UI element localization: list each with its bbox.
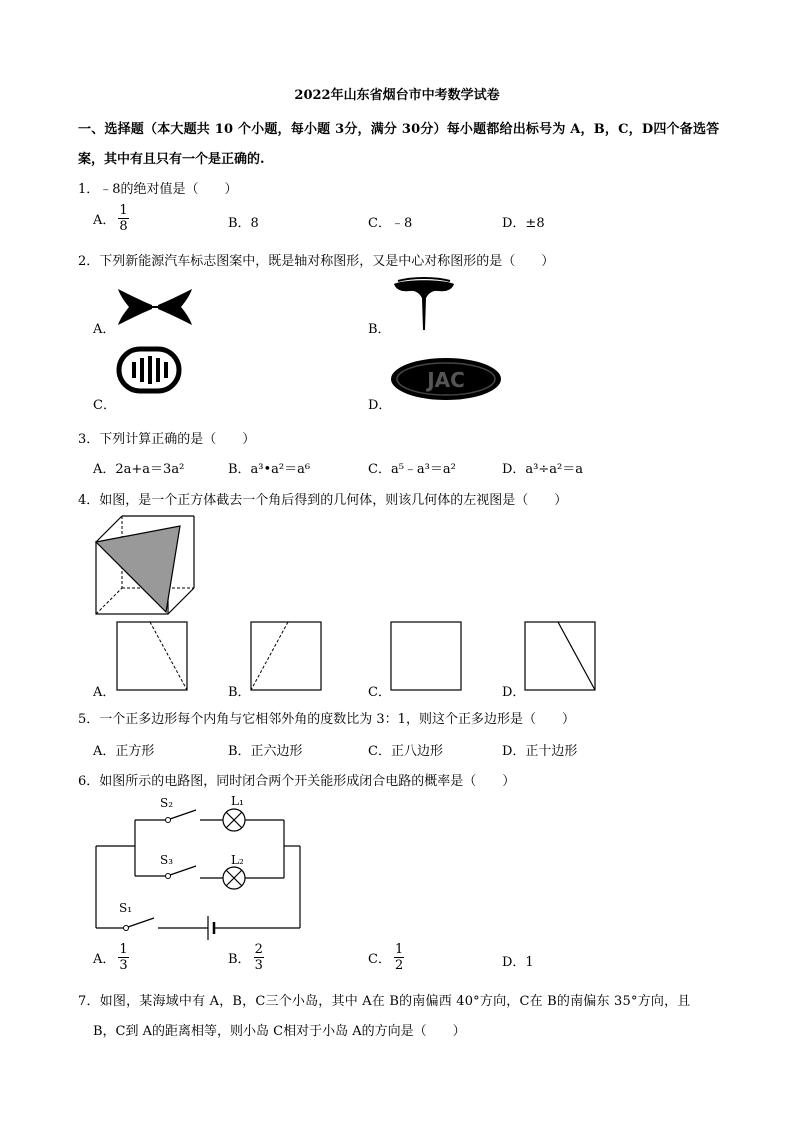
q6-a-denominator: 3 [119, 958, 128, 973]
q1-stem: 1．﹣8的绝对值是（ ） [78, 182, 238, 197]
q1-option-b: B．8 [228, 216, 259, 231]
q6-option-c-fraction [394, 943, 404, 972]
logo-d-jac-oval-icon [389, 356, 503, 402]
q6-b-numerator: 2 [254, 942, 263, 957]
page-title: 2022年山东省烟台市中考数学试卷 [294, 88, 500, 103]
q1-option-a-fraction [118, 204, 128, 233]
q4-option-a: A． [93, 685, 116, 700]
q4-option-a-view [116, 621, 188, 691]
q6-a-numerator: 1 [119, 942, 128, 957]
q6-option-d: D．1 [502, 955, 534, 970]
q1-option-a-label: A． [93, 213, 116, 228]
q4-option-b: B． [228, 685, 251, 700]
label-s2: S₂ [160, 796, 174, 810]
q6-option-c-label: C． [368, 952, 391, 967]
q6-option-a-label: A． [93, 952, 116, 967]
q6-option-b [228, 943, 264, 972]
logo-d-text: JAC [427, 368, 465, 392]
q4-option-d-view [524, 621, 596, 691]
q3-stem: 3．下列计算正确的是（ ） [78, 432, 256, 447]
q1-option-c: C．﹣8 [368, 216, 413, 231]
q5-option-b: B．正六边形 [228, 744, 303, 759]
q2-option-a: A． [93, 322, 116, 337]
q2-option-b: B． [368, 322, 391, 337]
q6-option-c [368, 943, 404, 972]
section-heading-line2: 案，其中有且只有一个是正确的. [78, 152, 265, 167]
q6-option-a-fraction [118, 943, 128, 972]
q6-circuit-diagram [92, 792, 304, 942]
q5-option-c: C．正八边形 [368, 744, 443, 759]
q6-stem: 6．如图所示的电路图，同时闭合两个开关能形成闭合电路的概率是（ ） [78, 774, 516, 789]
q7-stem-line1: 7．如图，某海域中有 A，B，C三个小岛，其中 A在 B的南偏西 40°方向，C在 B的南偏东 35°方向，且 [78, 994, 691, 1009]
q5-stem: 5．一个正多边形每个内角与它相邻外角的度数比为 3：1，则这个正多边形是（ ） [78, 712, 575, 727]
q4-stem: 4．如图，是一个正方体截去一个角后得到的几何体，则该几何体的左视图是（ ） [78, 493, 568, 508]
label-l2: L₂ [231, 853, 244, 867]
section-heading-line1: 一、选择题（本大题共 10 个小题，每小题 3分，满分 30分）每小题都给出标号为 A，B，C，D四个备选答 [78, 122, 720, 137]
q5-option-a: A．正方形 [93, 744, 155, 759]
label-s1: S₁ [119, 901, 133, 915]
q4-option-d: D． [502, 685, 526, 700]
q7-stem-line2: B，C到 A的距离相等，则小岛 C相对于小岛 A的方向是（ ） [93, 1024, 466, 1039]
logo-a-bowtie-icon [116, 285, 194, 329]
logo-c-ring-bars-icon [116, 346, 182, 394]
q1-a-numerator: 1 [119, 203, 128, 218]
q4-option-c-view [390, 621, 462, 691]
q6-c-numerator: 1 [394, 942, 404, 957]
q4-truncated-cube-figure [94, 514, 196, 616]
q6-option-b-fraction [254, 943, 264, 972]
label-l1: L₁ [231, 794, 244, 808]
q1-option-a [93, 204, 129, 233]
q3-option-d: D．a³÷a²＝a [502, 462, 583, 477]
q5-option-d: D．正十边形 [502, 744, 578, 759]
q3-option-c: C．a⁵﹣a³＝a² [368, 462, 456, 477]
q2-option-d: D． [368, 398, 392, 413]
q2-stem: 2．下列新能源汽车标志图案中，既是轴对称图形，又是中心对称图形的是（ ） [78, 254, 555, 269]
q4-option-c: C． [368, 685, 391, 700]
q6-option-b-label: B． [228, 952, 251, 967]
label-s3: S₃ [160, 853, 174, 867]
q4-option-b-view [250, 621, 322, 691]
q1-option-d: D．±8 [502, 216, 545, 231]
logo-b-t-shape-icon [392, 278, 456, 332]
q6-option-a [93, 943, 129, 972]
q2-option-c: C． [93, 398, 116, 413]
q6-b-denominator: 3 [254, 958, 263, 973]
q6-c-denominator: 2 [394, 958, 404, 973]
q3-option-a: A．2a+a＝3a² [93, 462, 185, 477]
q1-a-denominator: 8 [119, 219, 128, 234]
q3-option-b: B．a³•a²＝a⁶ [228, 462, 311, 477]
